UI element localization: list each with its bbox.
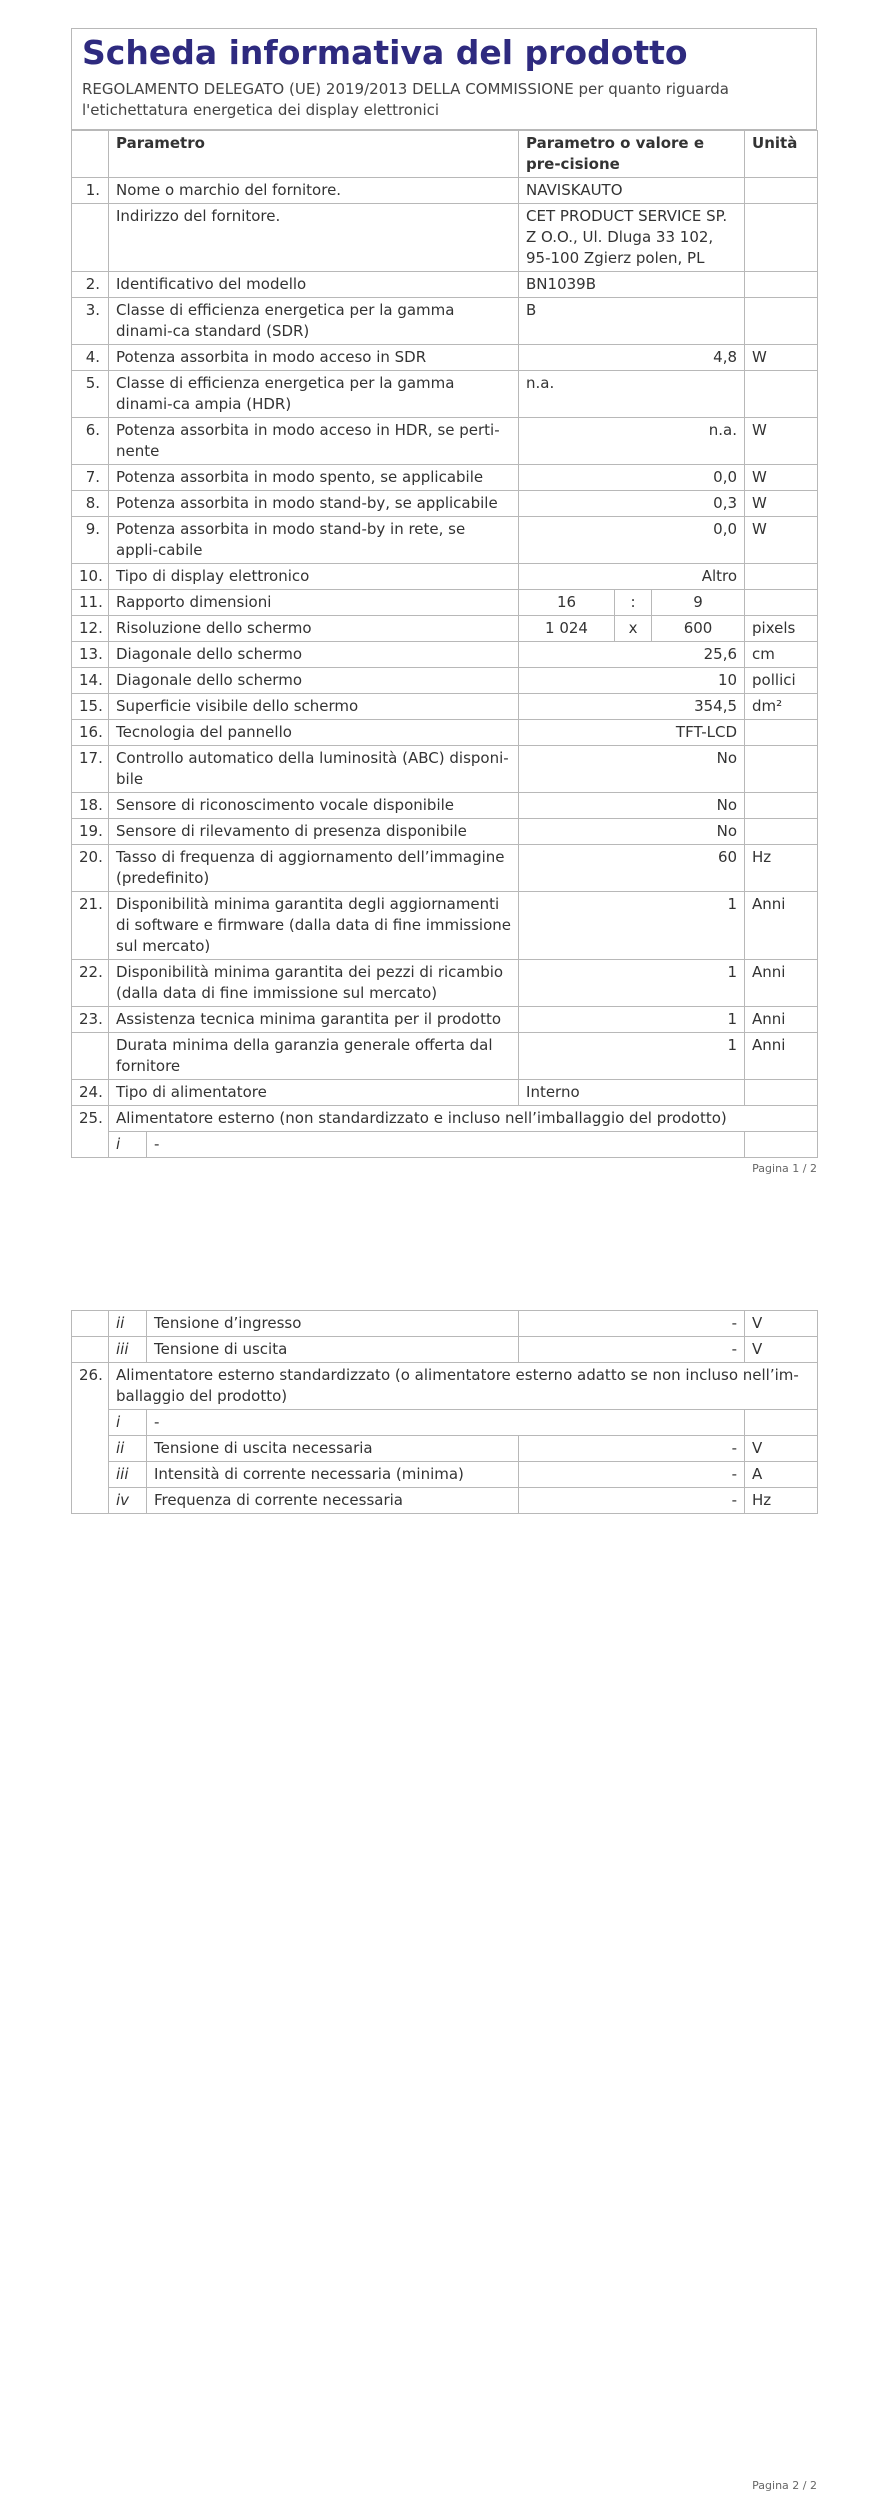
row-parameter: Potenza assorbita in modo spento, se applicabile	[109, 465, 519, 491]
row-number: 4.	[72, 345, 109, 371]
table-row	[72, 1007, 818, 1033]
row-number: 15.	[72, 694, 109, 720]
row-number: 19.	[72, 819, 109, 845]
subrow-index: i	[109, 1410, 147, 1436]
row-value: BN1039B	[519, 272, 745, 298]
row-value: No	[519, 819, 745, 845]
product-info-table	[71, 130, 818, 1158]
row-number: 17.	[72, 746, 109, 793]
row-parameter: Potenza assorbita in modo acceso in SDR	[109, 345, 519, 371]
table-row	[72, 298, 818, 345]
table-subrow	[72, 1462, 818, 1488]
table-header-row	[72, 131, 818, 178]
table-row	[72, 345, 818, 371]
row-value: 60	[519, 845, 745, 892]
table-row	[72, 845, 818, 892]
row-value: Interno	[519, 1080, 745, 1106]
subrow-value: -	[519, 1311, 745, 1337]
subrow-value: -	[519, 1436, 745, 1462]
subrow-value: -	[519, 1337, 745, 1363]
row-parameter: Classe di efficienza energetica per la gamma dinami-ca ampia (HDR)	[109, 371, 519, 418]
subrow-unit	[745, 1410, 818, 1436]
subrow-unit: A	[745, 1462, 818, 1488]
row-unit	[745, 371, 818, 418]
row-number	[72, 1033, 109, 1080]
subrow-index: iii	[109, 1337, 147, 1363]
table-row	[72, 517, 818, 564]
row-value: 1	[519, 960, 745, 1007]
table-row	[72, 668, 818, 694]
table-row	[72, 1033, 818, 1080]
row-value-left: 16	[519, 590, 615, 616]
table-row	[72, 1080, 818, 1106]
row-number	[72, 1337, 109, 1363]
row-unit	[745, 298, 818, 345]
row-value: Altro	[519, 564, 745, 590]
row-number: 6.	[72, 418, 109, 465]
row-number: 23.	[72, 1007, 109, 1033]
row-unit	[745, 793, 818, 819]
table-row	[72, 720, 818, 746]
row-unit	[745, 746, 818, 793]
row-value: B	[519, 298, 745, 345]
row-number: 25.	[72, 1106, 109, 1158]
row-parameter: Potenza assorbita in modo stand-by in rete, se appli-cabile	[109, 517, 519, 564]
row-section-text: Alimentatore esterno standardizzato (o alimentatore esterno adatto se non incluso nell’im-ballaggio del prodotto)	[109, 1363, 818, 1410]
table-subrow	[72, 1311, 818, 1337]
row-number: 18.	[72, 793, 109, 819]
row-parameter: Diagonale dello schermo	[109, 668, 519, 694]
row-parameter: Sensore di riconoscimento vocale disponibile	[109, 793, 519, 819]
row-parameter: Rapporto dimensioni	[109, 590, 519, 616]
table-row	[72, 178, 818, 204]
row-unit: W	[745, 345, 818, 371]
row-number	[72, 204, 109, 272]
row-parameter: Tasso di frequenza di aggiornamento dell’immagine (predefinito)	[109, 845, 519, 892]
table-row	[72, 590, 818, 616]
row-value: 10	[519, 668, 745, 694]
row-number: 11.	[72, 590, 109, 616]
table-row	[72, 564, 818, 590]
table-row	[72, 793, 818, 819]
subrow-parameter: Tensione di uscita necessaria	[147, 1436, 519, 1462]
subrow-value: -	[519, 1462, 745, 1488]
row-parameter: Classe di efficienza energetica per la gamma dinami-ca standard (SDR)	[109, 298, 519, 345]
row-value: n.a.	[519, 371, 745, 418]
row-number: 21.	[72, 892, 109, 960]
row-parameter: Potenza assorbita in modo acceso in HDR, se perti-nente	[109, 418, 519, 465]
row-value: 0,3	[519, 491, 745, 517]
row-value: TFT-LCD	[519, 720, 745, 746]
row-value-right: 600	[652, 616, 745, 642]
row-number: 20.	[72, 845, 109, 892]
row-value: 25,6	[519, 642, 745, 668]
header-unit: Unità	[745, 131, 818, 178]
row-unit	[745, 564, 818, 590]
row-value: n.a.	[519, 418, 745, 465]
row-number: 14.	[72, 668, 109, 694]
row-number: 22.	[72, 960, 109, 1007]
table-subrow	[72, 1488, 818, 1514]
subrow-unit: V	[745, 1311, 818, 1337]
row-unit: W	[745, 465, 818, 491]
subrow-value: -	[147, 1132, 745, 1158]
table-subrow	[72, 1337, 818, 1363]
row-unit	[745, 590, 818, 616]
subrow-value: -	[147, 1410, 745, 1436]
row-parameter: Sensore di rilevamento di presenza disponibile	[109, 819, 519, 845]
row-number: 1.	[72, 178, 109, 204]
row-number: 9.	[72, 517, 109, 564]
row-parameter: Disponibilità minima garantita dei pezzi di ricambio (dalla data di fine immissione sul mercato)	[109, 960, 519, 1007]
row-unit: W	[745, 491, 818, 517]
product-info-table-continued	[71, 1310, 818, 1514]
row-unit: dm²	[745, 694, 818, 720]
row-number: 12.	[72, 616, 109, 642]
row-unit	[745, 178, 818, 204]
subrow-index: ii	[109, 1436, 147, 1462]
row-parameter: Durata minima della garanzia generale offerta dal fornitore	[109, 1033, 519, 1080]
table-row-26	[72, 1363, 818, 1410]
table-row	[72, 418, 818, 465]
table-row	[72, 465, 818, 491]
row-value: 4,8	[519, 345, 745, 371]
row-value: NAVISKAUTO	[519, 178, 745, 204]
row-parameter: Superficie visibile dello schermo	[109, 694, 519, 720]
row-value: 0,0	[519, 517, 745, 564]
row-unit	[745, 1080, 818, 1106]
subrow-parameter: Frequenza di corrente necessaria	[147, 1488, 519, 1514]
table-row	[72, 204, 818, 272]
row-value: No	[519, 746, 745, 793]
row-number: 8.	[72, 491, 109, 517]
regulation-subtitle: REGOLAMENTO DELEGATO (UE) 2019/2013 DELLA COMMISSIONE per quanto riguarda l'etichettatura energetica dei display elettronici	[82, 80, 729, 119]
row-parameter: Risoluzione dello schermo	[109, 616, 519, 642]
row-value: 1	[519, 1007, 745, 1033]
row-parameter: Controllo automatico della luminosità (ABC) disponi-bile	[109, 746, 519, 793]
header-value: Parametro o valore e pre-cisione	[519, 131, 745, 178]
row-unit	[745, 272, 818, 298]
subrow-index: ii	[109, 1311, 147, 1337]
row-section-text: Alimentatore esterno (non standardizzato e incluso nell’imballaggio del prodotto)	[109, 1106, 818, 1132]
page-footer-2: Pagina 2 / 2	[752, 2479, 817, 2492]
row-number: 13.	[72, 642, 109, 668]
table-row	[72, 960, 818, 1007]
row-parameter: Nome o marchio del fornitore.	[109, 178, 519, 204]
subrow-index: i	[109, 1132, 147, 1158]
row-unit: W	[745, 418, 818, 465]
row-unit: Anni	[745, 1007, 818, 1033]
table-row	[72, 819, 818, 845]
row-value-right: 9	[652, 590, 745, 616]
row-parameter: Diagonale dello schermo	[109, 642, 519, 668]
row-number: 7.	[72, 465, 109, 491]
table-row	[72, 491, 818, 517]
row-value: 354,5	[519, 694, 745, 720]
header-parameter: Parametro	[109, 131, 519, 178]
subrow-parameter: Tensione di uscita	[147, 1337, 519, 1363]
table-row	[72, 616, 818, 642]
row-parameter: Disponibilità minima garantita degli aggiornamenti di software e firmware (dalla data di fine immissione sul mercato)	[109, 892, 519, 960]
row-value: CET PRODUCT SERVICE SP. Z O.O., Ul. Dluga 33 102, 95-100 Zgierz polen, PL	[519, 204, 745, 272]
row-unit	[745, 819, 818, 845]
subrow-unit	[745, 1132, 818, 1158]
subrow-index: iii	[109, 1462, 147, 1488]
row-value: 1	[519, 892, 745, 960]
page-footer-1: Pagina 1 / 2	[752, 1162, 817, 1175]
row-unit: Hz	[745, 845, 818, 892]
table-subrow	[72, 1132, 818, 1158]
table-row	[72, 892, 818, 960]
row-parameter: Assistenza tecnica minima garantita per il prodotto	[109, 1007, 519, 1033]
row-unit: pixels	[745, 616, 818, 642]
page-2	[71, 1310, 817, 1514]
row-unit: Anni	[745, 1033, 818, 1080]
row-value-separator: x	[615, 616, 652, 642]
table-row	[72, 371, 818, 418]
table-subrow	[72, 1410, 818, 1436]
table-row	[72, 272, 818, 298]
row-value-separator: :	[615, 590, 652, 616]
row-unit: Anni	[745, 960, 818, 1007]
table-row	[72, 746, 818, 793]
row-number: 26.	[72, 1363, 109, 1514]
row-parameter: Tecnologia del pannello	[109, 720, 519, 746]
row-number: 5.	[72, 371, 109, 418]
row-parameter: Identificativo del modello	[109, 272, 519, 298]
table-row	[72, 642, 818, 668]
subrow-unit: Hz	[745, 1488, 818, 1514]
row-number: 16.	[72, 720, 109, 746]
subrow-index: iv	[109, 1488, 147, 1514]
row-parameter: Potenza assorbita in modo stand-by, se applicabile	[109, 491, 519, 517]
row-unit: Anni	[745, 892, 818, 960]
row-parameter: Tipo di alimentatore	[109, 1080, 519, 1106]
row-value: No	[519, 793, 745, 819]
row-parameter: Tipo di display elettronico	[109, 564, 519, 590]
table-body-continued	[72, 1311, 818, 1514]
row-unit: W	[745, 517, 818, 564]
table-row	[72, 694, 818, 720]
subrow-value: -	[519, 1488, 745, 1514]
subrow-unit: V	[745, 1337, 818, 1363]
table-row-25	[72, 1106, 818, 1132]
row-unit	[745, 204, 818, 272]
row-number	[72, 1311, 109, 1337]
document-header	[71, 28, 817, 130]
row-unit	[745, 720, 818, 746]
row-parameter: Indirizzo del fornitore.	[109, 204, 519, 272]
subrow-parameter: Tensione d’ingresso	[147, 1311, 519, 1337]
row-number: 3.	[72, 298, 109, 345]
row-number: 10.	[72, 564, 109, 590]
row-value: 1	[519, 1033, 745, 1080]
table-body	[72, 178, 818, 1158]
page-title: Scheda informativa del prodotto	[82, 33, 688, 72]
subrow-parameter: Intensità di corrente necessaria (minima)	[147, 1462, 519, 1488]
page-1	[71, 28, 817, 1175]
row-value: 0,0	[519, 465, 745, 491]
row-value-left: 1 024	[519, 616, 615, 642]
row-unit: cm	[745, 642, 818, 668]
row-unit: pollici	[745, 668, 818, 694]
row-number: 2.	[72, 272, 109, 298]
subrow-unit: V	[745, 1436, 818, 1462]
row-number: 24.	[72, 1080, 109, 1106]
table-subrow	[72, 1436, 818, 1462]
